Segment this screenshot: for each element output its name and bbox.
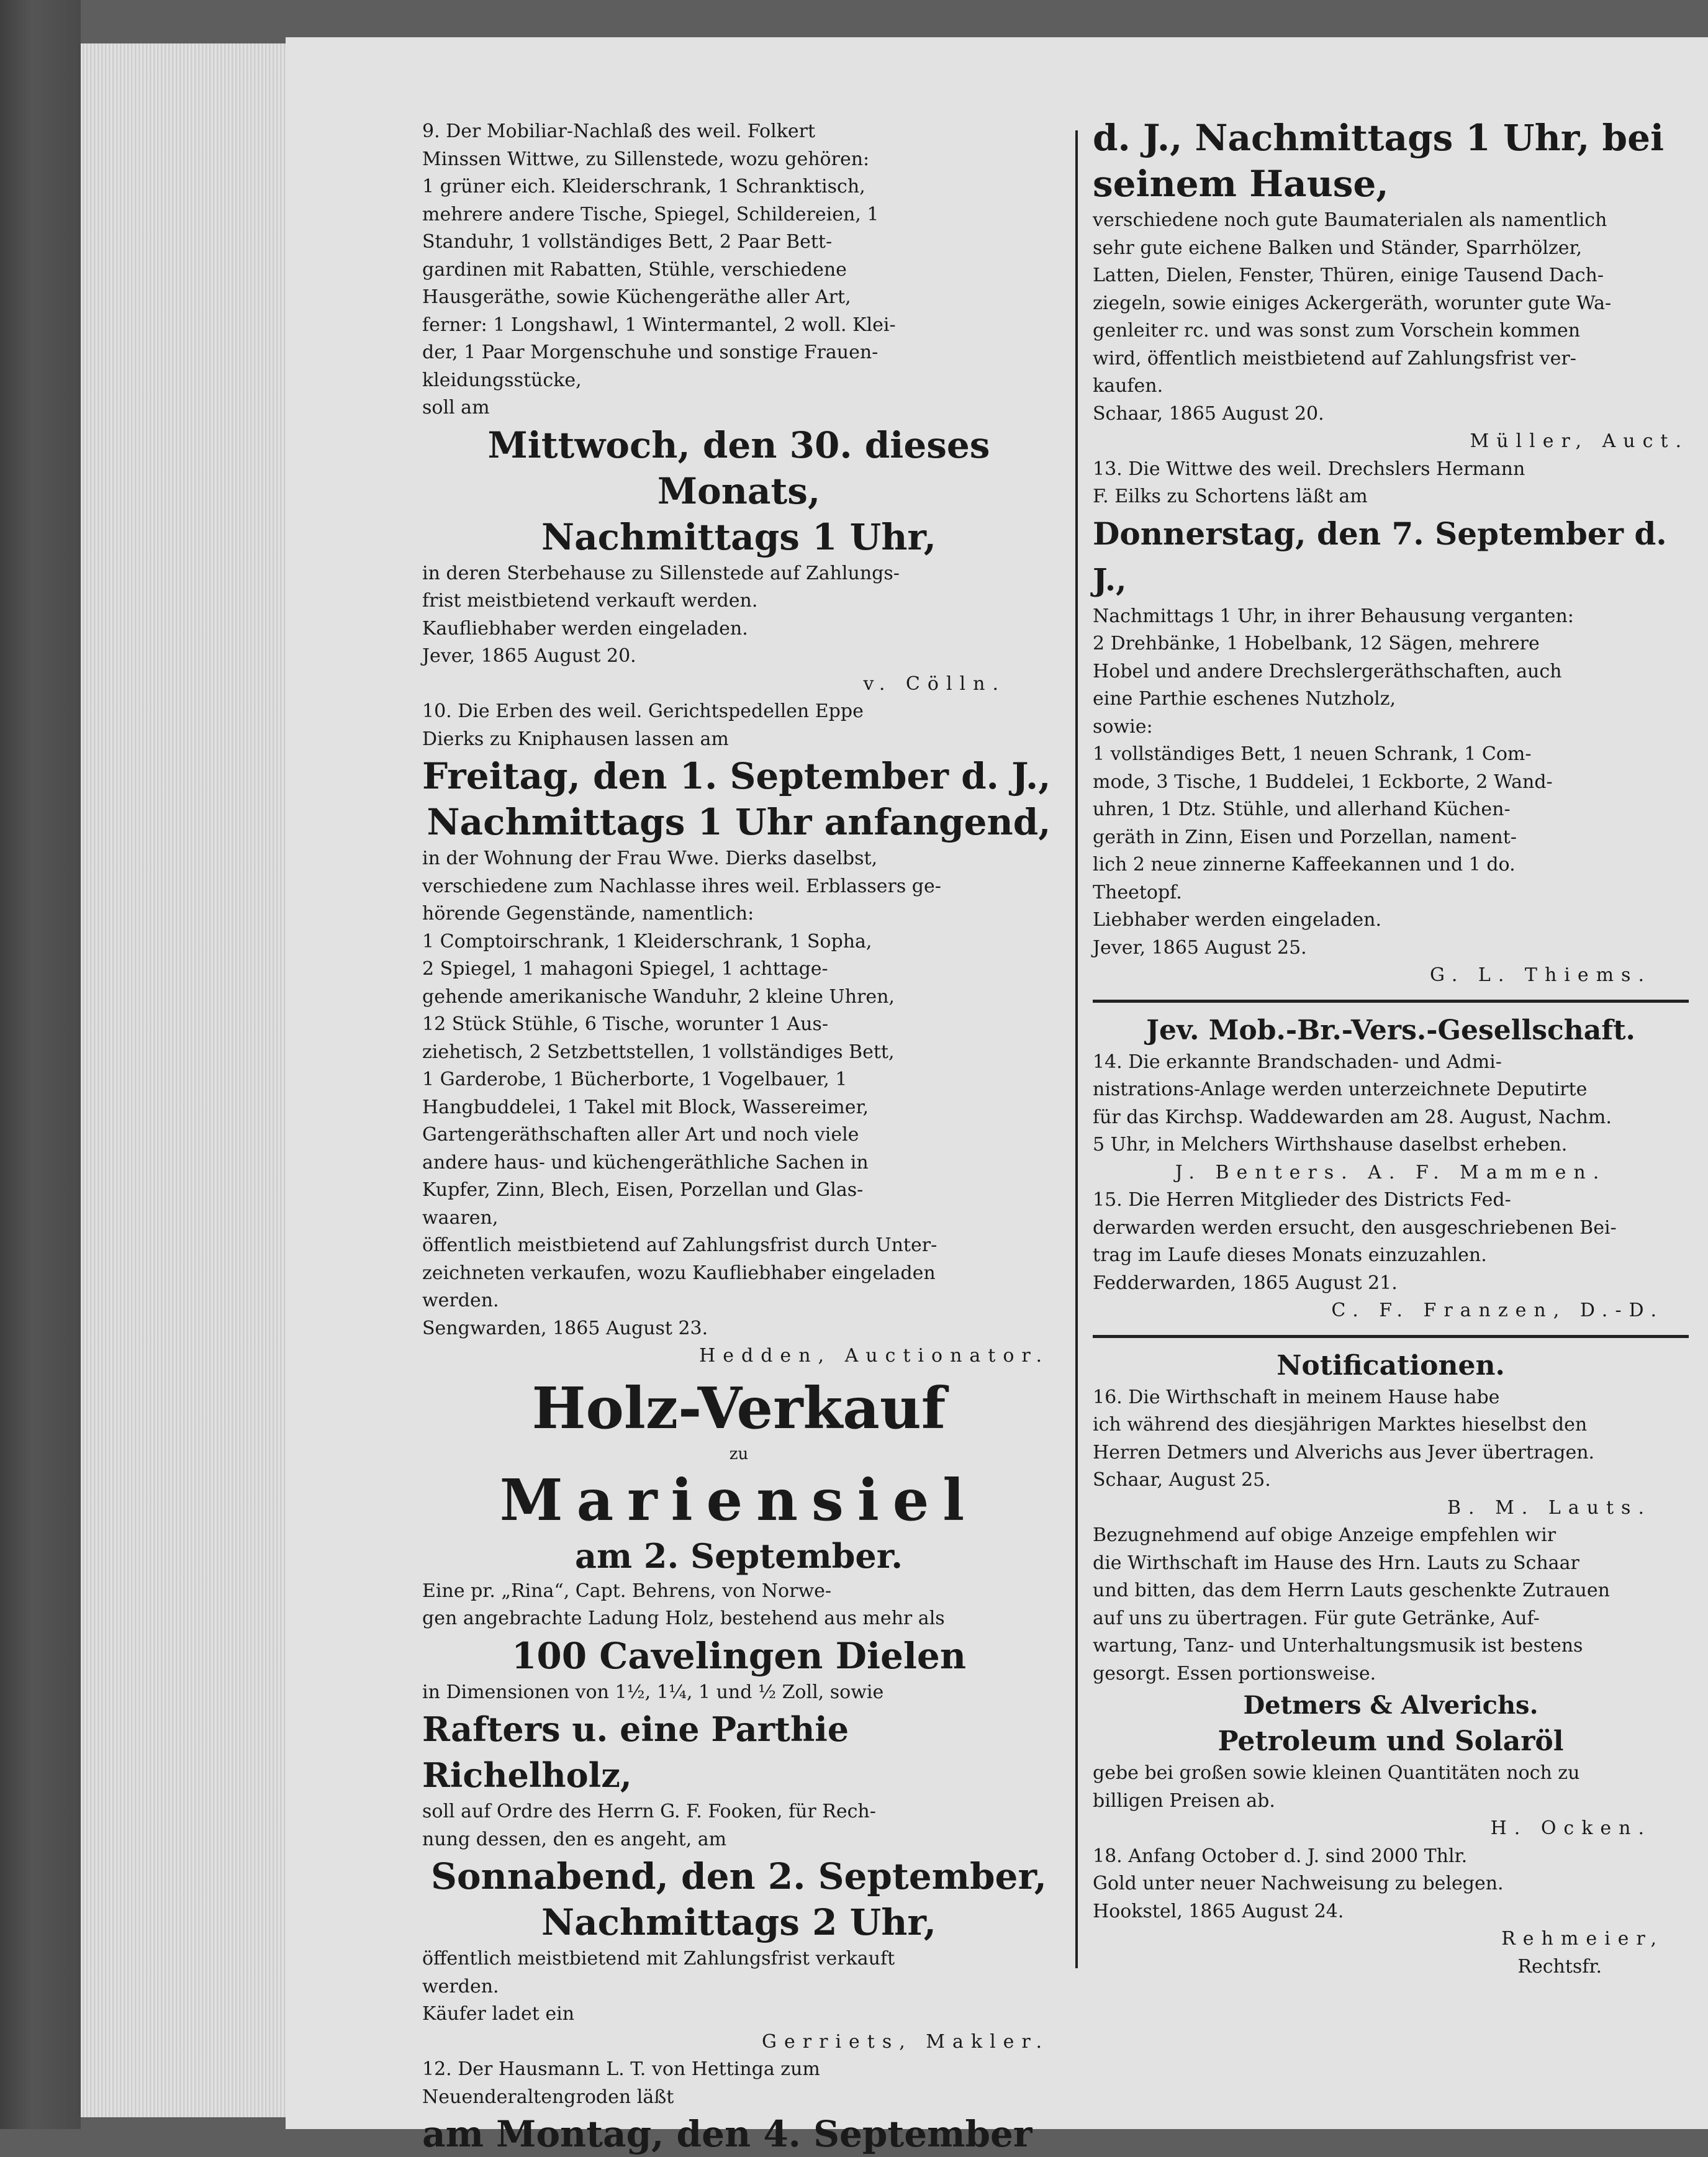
text-line: Schaar, 1865 August 20. (1093, 402, 1324, 425)
text-line: Hangbuddelei, 1 Takel mit Block, Wassereimer, (422, 1096, 869, 1118)
ad-12-rest (1093, 207, 1689, 428)
text-line: sowie: (1093, 715, 1153, 738)
text-line: hörende Gegenstände, namentlich: (422, 903, 754, 925)
text-line: F. Eilks zu Schortens läßt am (1093, 486, 1368, 507)
ad-10-date: Freitag, den 1. September d. J., (422, 755, 1051, 797)
text-line: die Wirthschaft im Hause des Hrn. Lauts zu Schaar (1093, 1552, 1579, 1574)
text-line: Gartengeräthschaften aller Art und noch viele (422, 1124, 859, 1146)
text-line: billigen Preisen ab. (1093, 1789, 1275, 1812)
text-line: 1 Comptoirschrank, 1 Kleiderschrank, 1 Sopha, (422, 930, 872, 952)
ad-13-text (1093, 456, 1689, 511)
text-line: und bitten, das dem Herrn Lauts geschenkte Zutrauen (1093, 1580, 1610, 1601)
text-line: verschiedene zum Nachlasse ihres weil. Erblassers ge- (422, 875, 941, 897)
column-divider (1075, 130, 1078, 1968)
text-line: kleidungsstücke, (422, 369, 582, 391)
holz-text-3 (422, 1798, 1055, 1853)
text-line: Gold unter neuer Nachweisung zu belegen. (1093, 1873, 1504, 1894)
ad-13-rest (1093, 603, 1689, 962)
holz-signature: Gerriets, Makler. (762, 2030, 1049, 2053)
petroleum-text (1093, 1760, 1689, 1815)
text-line: 2 Spiegel, 1 mahagoni Spiegel, 1 achttage- (422, 958, 828, 980)
text-line: 9. Der Mobiliar-Nachlaß des weil. Folkert (422, 120, 816, 142)
text-line: der, 1 Paar Morgenschuhe und sonstige Frauen- (422, 341, 879, 363)
holz-text-2: in Dimensionen von 1½, 1¼, 1 und ½ Zoll, sowie (422, 1681, 884, 1703)
text-line: Theetopf. (1093, 881, 1182, 903)
book-spine (0, 0, 81, 2129)
page-edges (81, 43, 306, 2117)
text-line: ferner: 1 Longshawl, 1 Wintermantel, 2 woll. Klei- (422, 314, 896, 336)
text-line: mehrere andere Tische, Spiegel, Schildereien, 1 (422, 203, 879, 225)
section-rule-1 (1093, 1000, 1689, 1003)
text-line: uhren, 1 Dtz. Stühle, und allerhand Küchen- (1093, 798, 1511, 820)
text-line: Bezugnehmend auf obige Anzeige empfehlen wir (1093, 1524, 1557, 1546)
ad-12-text (422, 2056, 1055, 2111)
text-line: Nachmittags 1 Uhr, in ihrer Behausung verganten: (1093, 605, 1574, 627)
text-line: Minssen Wittwe, zu Sillenstede, wozu gehören: (422, 148, 870, 170)
text-line: gebe bei großen sowie kleinen Quantitäten noch zu (1093, 1762, 1580, 1784)
text-line: 15. Die Herren Mitglieder des Districts Fed- (1093, 1189, 1511, 1211)
text-line: Liebhaber werden eingeladen. (1093, 909, 1382, 931)
text-line: 1 Garderobe, 1 Bücherborte, 1 Vogelbauer, 1 (422, 1069, 847, 1090)
ad-9-date: Mittwoch, den 30. dieses Monats, (487, 423, 990, 512)
petroleum-title: Petroleum und Solaröl (1218, 1725, 1564, 1757)
text-line: 10. Die Erben des weil. Gerichtspedellen Eppe (422, 700, 864, 722)
holz-date-2: Nachmittags 2 Uhr, (541, 1901, 936, 1943)
text-line: eine Parthie eschenes Nutzholz, (1093, 688, 1396, 710)
newspaper-page (286, 37, 1708, 2155)
ad-12-cont-2: seinem Hause, (1093, 163, 1389, 205)
text-line: soll am (422, 397, 490, 418)
text-line: geräth in Zinn, Eisen und Porzellan, nament- (1093, 826, 1517, 848)
text-line: 18. Anfang October d. J. sind 2000 Thlr. (1093, 1845, 1468, 1867)
text-line: 1 vollständiges Bett, 1 neuen Schrank, 1 Com- (1093, 743, 1532, 765)
text-line: Standuhr, 1 vollständiges Bett, 2 Paar Bett- (422, 231, 833, 253)
text-line: für das Kirchsp. Waddewarden am 28. August, Nachm. (1093, 1106, 1612, 1128)
text-line: Latten, Dielen, Fenster, Thüren, einige Tausend Dach- (1093, 265, 1604, 286)
text-line: Hookstel, 1865 August 24. (1093, 1900, 1344, 1922)
holz-date: am 2. September. (574, 1535, 903, 1576)
notifications-title: Notificationen. (1276, 1349, 1505, 1381)
text-line: Herren Detmers und Alverichs aus Jever übertragen. (1093, 1441, 1595, 1463)
text-line: 16. Die Wirthschaft in meinem Hause habe (1093, 1386, 1500, 1408)
text-line: öffentlich meistbietend auf Zahlungsfrist durch Unter- (422, 1234, 938, 1256)
text-line: gardinen mit Rabatten, Stühle, verschiedene (422, 258, 847, 281)
text-line: Eine pr. „Rina“, Capt. Behrens, von Norwe- (422, 1580, 832, 1602)
ad-13-signature: G. L. Thiems. (1429, 964, 1652, 986)
text-line: nistrations-Anlage werden unterzeichnete Deputirte (1093, 1078, 1588, 1100)
ad-18-text (1093, 1843, 1689, 1926)
ad-12-signature: Müller, Auct. (1470, 430, 1689, 452)
text-line: Jever, 1865 August 20. (422, 645, 636, 667)
ad-9-time: Nachmittags 1 Uhr, (541, 515, 936, 558)
text-line: andere haus- und küchengeräthliche Sachen in (422, 1151, 869, 1173)
ad-18-signature-1: Rehmeier, (1501, 1928, 1664, 1950)
text-line: trag im Laufe dieses Monats einzuzahlen. (1093, 1244, 1487, 1266)
holz-place: Mariensiel (499, 1466, 978, 1534)
text-line: wartung, Tanz- und Unterhaltungsmusik ist bestens (1093, 1635, 1583, 1657)
text-line: verschiedene noch gute Baumaterialen als namentlich (1093, 209, 1607, 231)
text-line: werden. (422, 1290, 499, 1311)
text-line: lich 2 neue zinnerne Kaffeekannen und 1 do. (1093, 854, 1516, 875)
text-line: frist meistbietend verkauft werden. (422, 590, 758, 612)
holz-date-1: Sonnabend, den 2. September, (430, 1855, 1047, 1897)
text-line: kaufen. (1093, 375, 1164, 397)
text-line: wird, öffentlich meistbietend auf Zahlungsfrist ver- (1093, 347, 1576, 369)
text-line: 13. Die Wittwe des weil. Drechslers Hermann (1093, 458, 1525, 480)
ad-15-signature: C. F. Franzen, D.-D. (1331, 1300, 1664, 1321)
holz-zu: zu (729, 1444, 749, 1463)
society-title: Jev. Mob.-Br.-Vers.-Gesellschaft. (1146, 1014, 1635, 1046)
text-line: derwarden werden ersucht, den ausgeschriebenen Bei- (1093, 1216, 1617, 1239)
text-line: 12 Stück Stühle, 6 Tische, worunter 1 Aus- (422, 1013, 828, 1035)
text-line: soll auf Ordre des Herrn G. F. Fooken, für Rech- (422, 1801, 876, 1822)
ad-13-date: Donnerstag, den 7. September d. J., (1093, 515, 1667, 598)
ad-10-time: Nachmittags 1 Uhr anfangend, (427, 801, 1051, 843)
petroleum-signature: H. Ocken. (1490, 1817, 1652, 1839)
ad-14-text (1093, 1049, 1689, 1159)
holz-text-4 (422, 1945, 1055, 2028)
section-rule-2 (1093, 1335, 1689, 1338)
text-line: Kaufliebhaber werden eingeladen. (422, 617, 748, 640)
holz-verkauf-title: Holz-Verkauf (531, 1374, 946, 1442)
text-line: zeichneten verkaufen, wozu Kaufliebhaber eingeladen (422, 1262, 936, 1284)
text-line: Dierks zu Kniphausen lassen am (422, 728, 729, 750)
ad-15-text (1093, 1187, 1689, 1297)
text-line: werden. (422, 1975, 499, 1997)
text-line: 1 grüner eich. Kleiderschrank, 1 Schranktisch, (422, 176, 865, 197)
holz-big-1: 100 Cavelingen Dielen (512, 1634, 966, 1677)
text-line: gesorgt. Essen portionsweise. (1093, 1662, 1376, 1684)
ad-10-rest (422, 845, 1055, 1342)
text-line: Käufer ladet ein (422, 2003, 575, 2025)
text-line: 12. Der Hausmann L. T. von Hettinga zum (422, 2058, 820, 2080)
text-line: mode, 3 Tische, 1 Buddelei, 1 Eckborte, 2 Wand- (1093, 771, 1553, 793)
ad-14-signature: J. Benters. A. F. Mammen. (1175, 1161, 1607, 1183)
text-line: ziegeln, sowie einiges Ackergeräth, worunter gute Wa- (1093, 292, 1612, 314)
text-line: 5 Uhr, in Melchers Wirthshause daselbst erheben. (1093, 1134, 1568, 1155)
text-line: genleiter rc. und was sonst zum Vorschein kommen (1093, 320, 1581, 341)
text-line: Schaar, August 25. (1093, 1469, 1271, 1491)
ad-9-signature: v. Cölln. (863, 672, 1006, 695)
ad-12-cont-1: d. J., Nachmittags 1 Uhr, bei (1093, 117, 1665, 159)
text-line: 2 Drehbänke, 1 Hobelbank, 12 Sägen, mehrere (1093, 633, 1540, 654)
text-line: Hausgeräthe, sowie Küchengeräthe aller Art, (422, 286, 851, 308)
ad-10-text (422, 698, 1055, 753)
text-line: ich während des diesjährigen Marktes hieselbst den (1093, 1414, 1588, 1436)
text-line: nung dessen, den es angeht, am (422, 1828, 727, 1850)
ad-10-signature: Hedden, Auctionator. (699, 1345, 1049, 1367)
text-line: Sengwarden, 1865 August 23. (422, 1317, 708, 1339)
ad-16-signature: B. M. Lauts. (1447, 1496, 1652, 1519)
text-line: auf uns zu übertragen. Für gute Getränke, Auf- (1093, 1607, 1540, 1629)
ad-16b-signature: Detmers & Alverichs. (1243, 1691, 1539, 1720)
text-line: in deren Sterbehause zu Sillenstede auf Zahlungs- (422, 562, 900, 584)
holz-big-2: Rafters u. eine Parthie Richelholz, (422, 1709, 849, 1795)
right-column (1093, 37, 1689, 1981)
text-line: Hobel und andere Drechslergeräthschaften, auch (1093, 660, 1562, 682)
ad-9-rest (422, 560, 1055, 671)
ad-16-text (1093, 1384, 1689, 1495)
text-line: gehende amerikanische Wanduhr, 2 kleine Uhren, (422, 985, 895, 1008)
ad-16b-text (1093, 1522, 1689, 1688)
text-line: gen angebrachte Ladung Holz, bestehend aus mehr als (422, 1608, 945, 1629)
text-line: 14. Die erkannte Brandschaden- und Admi- (1093, 1051, 1502, 1073)
text-line: öffentlich meistbietend mit Zahlungsfrist verkauft (422, 1948, 895, 1969)
text-line: Fedderwarden, 1865 August 21. (1093, 1272, 1398, 1294)
text-line: Kupfer, Zinn, Blech, Eisen, Porzellan und Glas- (422, 1179, 864, 1201)
ad-9-text (422, 118, 1055, 422)
holz-text-1 (422, 1578, 1055, 1633)
text-line: waaren, (422, 1206, 499, 1229)
ad-18-signature-2: Rechtsfr. (1517, 1955, 1602, 1978)
text-line: Neuenderaltengroden läßt (422, 2086, 674, 2108)
text-line: in der Wohnung der Frau Wwe. Dierks daselbst, (422, 848, 878, 869)
text-line: Jever, 1865 August 25. (1093, 936, 1307, 959)
left-column (422, 37, 1055, 2157)
ad-12-date: am Montag, den 4. September (422, 2113, 1032, 2155)
text-line: sehr gute eichene Balken und Ständer, Sparrhölzer, (1093, 237, 1583, 259)
text-line: ziehetisch, 2 Setzbettstellen, 1 vollständiges Bett, (422, 1041, 895, 1063)
